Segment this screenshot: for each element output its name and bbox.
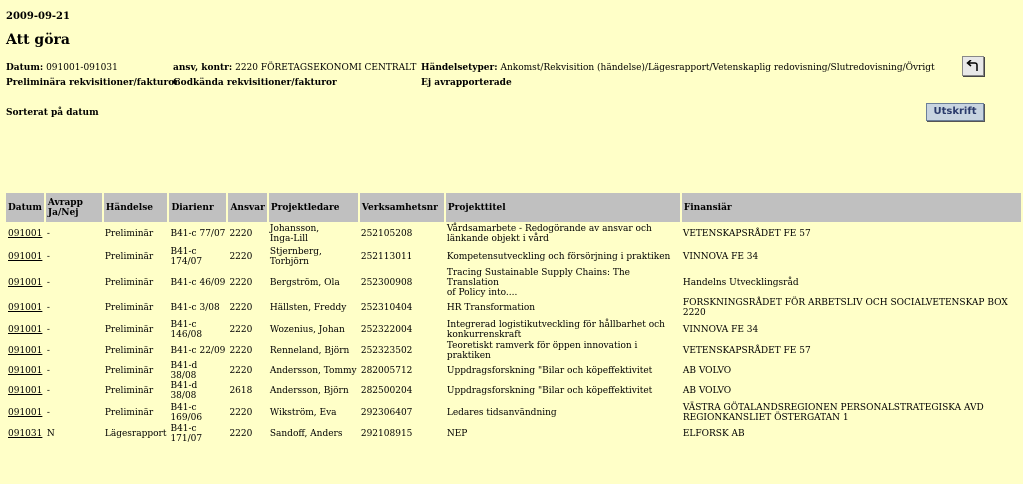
cell-finansiar [681, 222, 1022, 245]
todo-table [6, 193, 1023, 444]
finansiar-line1: FORSKNINGSRÅDET FÖR ARBETSLIV OCH SOCIALVETENSKAP BOX 2220 [682, 298, 1008, 318]
cell-projekttitel [445, 424, 681, 444]
cell-avrapp: - [46, 386, 50, 396]
finansiar-line1: VETENSKAPSRÅDET FE 57 [682, 346, 811, 356]
cell-diarienr: B41-c 146/08 [170, 319, 203, 340]
cell-verksamhetsnr: 282005712 [360, 366, 413, 376]
projekttitel-line2: konkurrenskraft [446, 329, 522, 340]
sort-label: Sorterat på datum [6, 108, 99, 118]
col-projektledare: Projektledare [268, 193, 359, 222]
projektledare-line1: Wozenius, Johan [269, 324, 345, 335]
cell-datum [6, 361, 45, 381]
datum-link[interactable]: 091001 [8, 303, 43, 313]
projektledare-line1: Bergström, Ola [269, 278, 340, 288]
table-row [6, 268, 1022, 298]
table-row [6, 318, 1022, 341]
cell-datum [6, 222, 45, 245]
cell-handelse: Preliminär [104, 278, 154, 288]
cell-projekttitel [445, 298, 681, 318]
cell-ansvar: 2220 [229, 303, 253, 313]
datum-link[interactable]: 091001 [8, 386, 43, 396]
col-diarienr: Diarienr [168, 193, 227, 222]
cell-finansiar [681, 318, 1022, 341]
ansv-filter [173, 63, 416, 73]
cell-finansiar [681, 424, 1022, 444]
ej-avrapporterade-label: Ej avrapporterade [421, 78, 512, 88]
cell-verksamhetsnr: 292108915 [360, 429, 413, 439]
cell-ansvar: 2220 [229, 346, 253, 356]
finansiar-line1: VÄSTRA GÖTALANDSREGIONEN PERSONALSTRATEGISKA AVD [682, 402, 984, 413]
datum-link[interactable]: 091001 [8, 228, 43, 239]
finansiar-line1: VINNOVA FE 34 [682, 324, 759, 335]
cell-handelse: Preliminär [104, 228, 154, 239]
projektledare-line2: Torbjörn [269, 256, 309, 267]
cell-finansiar [681, 361, 1022, 381]
finansiar-line2: REGIONKANSLIET ÖSTERGATAN 1 [682, 412, 849, 423]
page-title: Att göra [6, 32, 70, 48]
cell-datum [6, 318, 45, 341]
cell-verksamhetsnr: 252323502 [360, 346, 413, 356]
ansv-label: ansv, kontr: [173, 63, 233, 73]
finansiar-line1: VINNOVA FE 34 [682, 251, 759, 262]
table-row [6, 381, 1022, 401]
cell-handelse: Preliminär [104, 366, 154, 376]
cell-datum [6, 381, 45, 401]
projekttitel-line1: Vårdsamarbete - Redogörande av ansvar och [446, 223, 652, 234]
prelim-label: Preliminära rekvisitioner/fakturor [6, 78, 179, 88]
cell-avrapp: - [46, 346, 50, 356]
cell-ansvar: 2220 [229, 251, 253, 262]
finansiar-line1: VETENSKAPSRÅDET FE 57 [682, 228, 811, 239]
cell-projektledare [268, 222, 359, 245]
cell-avrapp: - [46, 228, 50, 239]
table-row [6, 361, 1022, 381]
col-handelse: Händelse [103, 193, 169, 222]
cell-finansiar [681, 341, 1022, 361]
datum-value: 091001-091031 [46, 63, 118, 73]
col-verksamhetsnr: Verksamhetsnr [359, 193, 445, 222]
cell-projektledare [268, 318, 359, 341]
datum-link[interactable]: 091001 [8, 366, 43, 376]
cell-handelse: Preliminär [104, 407, 154, 418]
col-finansiar: Finansiär [681, 193, 1022, 222]
back-button[interactable] [962, 56, 984, 76]
table-row [6, 424, 1022, 444]
cell-ansvar: 2618 [229, 386, 253, 396]
cell-avrapp: N [46, 429, 55, 439]
cell-diarienr: B41-d 38/08 [170, 381, 198, 401]
finansiar-line1: AB VOLVO [682, 366, 732, 376]
col-projekttitel: Projekttitel [445, 193, 681, 222]
table-row [6, 298, 1022, 318]
table-row [6, 401, 1022, 424]
finansiar-line1: AB VOLVO [682, 386, 732, 396]
table-row [6, 341, 1022, 361]
cell-avrapp: - [46, 407, 50, 418]
cell-ansvar: 2220 [229, 407, 253, 418]
projektledare-line1: Johansson, [269, 223, 320, 234]
cell-diarienr: B41-c 46/09 [170, 278, 226, 288]
projektledare-line2: Inga-Lill [269, 233, 308, 244]
projekttitel-line1: Teoretiskt ramverk för öppen innovation i praktiken [446, 341, 638, 361]
projektledare-line1: Sandoff, Anders [269, 429, 343, 439]
cell-diarienr: B41-c 171/07 [170, 424, 203, 444]
cell-finansiar [681, 268, 1022, 298]
cell-ansvar: 2220 [229, 324, 253, 335]
cell-handelse: Preliminär [104, 251, 154, 262]
datum-link[interactable]: 091001 [8, 407, 43, 418]
cell-diarienr: B41-c 3/08 [170, 303, 220, 313]
projektledare-line1: Renneland, Björn [269, 346, 350, 356]
cell-finansiar [681, 401, 1022, 424]
cell-handelse: Preliminär [104, 324, 154, 335]
finansiar-line1: Handelns Utvecklingsråd [682, 278, 799, 288]
cell-diarienr: B41-d 38/08 [170, 361, 198, 381]
cell-verksamhetsnr: 252300908 [360, 278, 413, 288]
cell-projekttitel [445, 245, 681, 268]
projekttitel-line1: NEP [446, 429, 468, 439]
cell-diarienr: B41-c 22/09 [170, 346, 226, 356]
cell-avrapp: - [46, 303, 50, 313]
cell-datum [6, 401, 45, 424]
cell-verksamhetsnr: 252105208 [360, 228, 413, 239]
cell-projekttitel [445, 361, 681, 381]
cell-projektledare [268, 268, 359, 298]
cell-finansiar [681, 298, 1022, 318]
datum-link[interactable]: 091001 [8, 251, 43, 262]
table-header [6, 193, 1022, 222]
datum-link[interactable]: 091001 [8, 324, 43, 335]
projektledare-line1: Andersson, Björn [269, 386, 349, 396]
cell-projekttitel [445, 401, 681, 424]
table-row [6, 245, 1022, 268]
cell-projektledare [268, 245, 359, 268]
projekttitel-line1: Uppdragsforskning "Bilar och köpeffektivitet [446, 386, 653, 396]
cell-diarienr: B41-c 169/06 [170, 402, 203, 423]
cell-projekttitel [445, 341, 681, 361]
col-ansvar: Ansvar [227, 193, 267, 222]
cell-handelse: Preliminär [104, 303, 154, 313]
cell-ansvar: 2220 [229, 429, 253, 439]
cell-projekttitel [445, 222, 681, 245]
projekttitel-line2: of Policy into.... [446, 288, 518, 298]
cell-ansvar: 2220 [229, 366, 253, 376]
cell-verksamhetsnr: 252113011 [360, 251, 413, 262]
col-avrapp-line2: Ja/Nej [47, 207, 79, 218]
col-datum: Datum [6, 193, 45, 222]
projekttitel-line1: Ledares tidsanvändning [446, 407, 557, 418]
handelse-label: Händelsetyper: [421, 63, 498, 73]
cell-datum [6, 341, 45, 361]
cell-datum [6, 298, 45, 318]
cell-finansiar [681, 245, 1022, 268]
cell-handelse: Preliminär [104, 386, 154, 396]
datum-label: Datum: [6, 63, 44, 73]
projektledare-line1: Stjernberg, [269, 246, 322, 257]
report-date: 2009-09-21 [6, 11, 70, 22]
projekttitel-line1: Tracing Sustainable Supply Chains: The Translation [446, 268, 630, 288]
projekttitel-line1: Kompetensutveckling och försörjning i praktiken [446, 251, 671, 262]
projekttitel-line1: HR Transformation [446, 303, 536, 313]
cell-verksamhetsnr: 292306407 [360, 407, 413, 418]
datum-link[interactable]: 091001 [8, 278, 43, 288]
projektledare-line1: Wikström, Eva [269, 407, 337, 418]
datum-link[interactable]: 091001 [8, 346, 43, 356]
cell-avrapp: - [46, 324, 50, 335]
cell-ansvar: 2220 [229, 278, 253, 288]
finansiar-line1: ELFORSK AB [682, 429, 745, 439]
back-arrow-icon [966, 60, 980, 72]
cell-avrapp: - [46, 366, 50, 376]
cell-projekttitel [445, 318, 681, 341]
cell-projektledare [268, 361, 359, 381]
cell-projektledare [268, 341, 359, 361]
cell-datum [6, 245, 45, 268]
cell-ansvar: 2220 [229, 228, 253, 239]
cell-diarienr: B41-c 174/07 [170, 246, 203, 267]
table-row [6, 222, 1022, 245]
cell-projektledare [268, 424, 359, 444]
cell-projektledare [268, 401, 359, 424]
cell-datum [6, 268, 45, 298]
cell-avrapp: - [46, 251, 50, 262]
cell-handelse: Preliminär [104, 346, 154, 356]
cell-verksamhetsnr: 252310404 [360, 303, 413, 313]
projekttitel-line1: Integrerad logistikutveckling för hållbarhet och [446, 319, 665, 330]
handelse-filter [421, 63, 935, 73]
ansv-value: 2220 FÖRETAGSEKONOMI CENTRALT [235, 63, 417, 73]
projekttitel-line2: länkande objekt i vård [446, 233, 549, 244]
projektledare-line1: Andersson, Tommy [269, 366, 357, 376]
datum-filter [6, 63, 118, 73]
cell-verksamhetsnr: 252322004 [360, 324, 413, 335]
cell-avrapp: - [46, 278, 50, 288]
godkanda-label: Godkända rekvisitioner/fakturor [173, 78, 337, 88]
cell-handelse: Lägesrapport [104, 429, 167, 439]
col-avrapp-line1: Avrapp [47, 197, 83, 208]
col-avrapp [45, 193, 103, 222]
cell-diarienr: B41-c 77/07 [170, 228, 226, 239]
cell-projekttitel [445, 381, 681, 401]
projekttitel-line1: Uppdragsforskning "Bilar och köpeffektivitet [446, 366, 653, 376]
print-button[interactable]: Utskrift [926, 103, 984, 121]
cell-datum [6, 424, 45, 444]
projektledare-line1: Hällsten, Freddy [269, 303, 347, 313]
cell-verksamhetsnr: 282500204 [360, 386, 413, 396]
cell-projekttitel [445, 268, 681, 298]
datum-link[interactable]: 091031 [8, 429, 43, 439]
cell-finansiar [681, 381, 1022, 401]
handelse-value: Ankomst/Rekvisition (händelse)/Lägesrapport/Vetenskaplig redovisning/Slutredovisning/Övrigt [500, 63, 935, 73]
cell-projektledare [268, 298, 359, 318]
cell-projektledare [268, 381, 359, 401]
